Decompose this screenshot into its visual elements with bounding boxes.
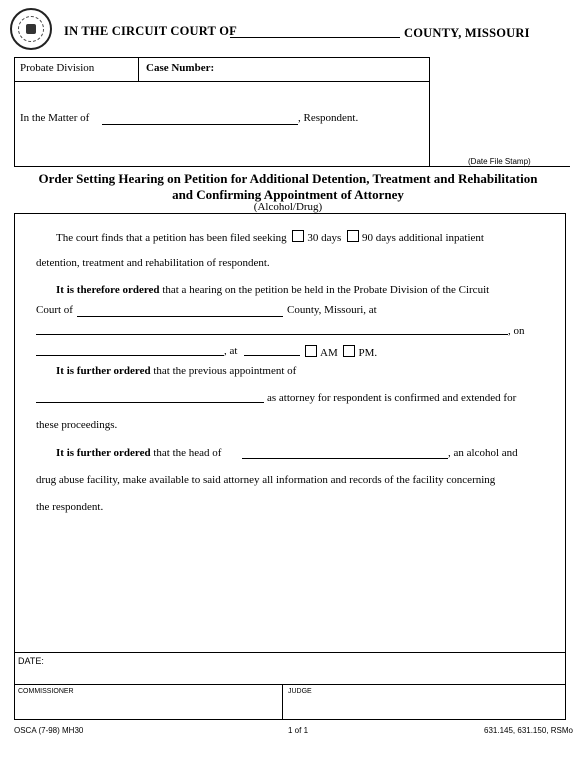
para-4-line-1 xyxy=(56,447,221,459)
respondent-label: , Respondent. xyxy=(298,112,359,124)
checkbox-90-days[interactable] xyxy=(347,230,359,242)
caption-divider xyxy=(14,81,430,82)
date-label: DATE: xyxy=(18,656,44,666)
p3-bold: It is further ordered xyxy=(56,365,151,377)
order-title-line2: and Confirming Appointment of Attorney xyxy=(172,187,404,202)
county-blank[interactable] xyxy=(77,316,283,317)
county-line[interactable] xyxy=(230,37,400,38)
para-2-line-1 xyxy=(56,284,489,296)
order-subtitle: (Alcohol/Drug) xyxy=(253,201,323,213)
attorney-blank[interactable] xyxy=(36,402,264,403)
p4-bold: It is further ordered xyxy=(56,447,151,459)
checkbox-am[interactable] xyxy=(305,345,317,357)
p3-text: that the previous appointment of xyxy=(153,365,297,377)
para-1-line-1 xyxy=(56,230,484,244)
checkbox-30-days[interactable] xyxy=(292,230,304,242)
p3-proceedings: these proceedings. xyxy=(36,419,118,431)
file-stamp-label: (Date File Stamp) xyxy=(468,157,531,166)
p4-text: that the head of xyxy=(153,447,222,459)
label-30-days: 30 days xyxy=(307,232,342,244)
para-4-line-3: the respondent. xyxy=(36,501,104,513)
label-pm: PM. xyxy=(358,347,378,359)
statutes: 631.145, 631.150, RSMo xyxy=(484,726,573,735)
para-3-line-1 xyxy=(56,365,296,377)
p2-bold: It is therefore ordered xyxy=(56,284,160,296)
caption-vdivider xyxy=(138,57,139,81)
date-row-top xyxy=(14,652,566,653)
location-blank[interactable] xyxy=(36,334,508,335)
order-title-line1: Order Setting Hearing on Petition for Additional Detention, Treatment and Rehabilitation xyxy=(38,171,538,186)
label-am: AM xyxy=(320,347,338,359)
p4-alcohol-and: , an alcohol and xyxy=(448,447,518,459)
facility-blank[interactable] xyxy=(242,458,448,459)
p1-text: The court finds that a petition has been filed seeking xyxy=(56,232,287,244)
matter-label: In the Matter of xyxy=(20,112,90,124)
court-seal-icon xyxy=(10,8,52,50)
commissioner-label: COMMISSIONER xyxy=(18,688,74,695)
time-blank[interactable] xyxy=(244,355,300,356)
judge-label: JUDGE xyxy=(288,688,312,695)
p2-at: , at xyxy=(224,345,238,357)
court-prefix: IN THE CIRCUIT COURT OF xyxy=(64,24,237,38)
para-1-line-2: detention, treatment and rehabilitation of respondent. xyxy=(36,257,270,269)
p3-attorney-text: as attorney for respondent is confirmed and extended for xyxy=(267,392,517,404)
label-90-days: 90 days additional inpatient xyxy=(362,232,484,244)
p2-county-missouri: County, Missouri, at xyxy=(287,304,377,316)
division-label: Probate Division xyxy=(20,62,95,74)
p2-court-of: Court of xyxy=(36,304,73,316)
date-blank[interactable] xyxy=(36,355,224,356)
page-number: 1 of 1 xyxy=(288,726,309,735)
p2-on: , on xyxy=(508,325,525,337)
am-pm-group xyxy=(302,345,377,359)
checkbox-pm[interactable] xyxy=(343,345,355,357)
signature-row-top xyxy=(14,684,566,685)
form-id: OSCA (7-98) MH30 xyxy=(14,726,84,735)
file-stamp-line xyxy=(430,166,570,167)
case-number-label: Case Number: xyxy=(146,62,215,74)
para-4-line-2: drug abuse facility, make available to said attorney all information and records of the facility concerning xyxy=(36,474,496,486)
court-suffix: COUNTY, MISSOURI xyxy=(404,26,530,40)
respondent-line[interactable] xyxy=(102,124,298,125)
signature-divider xyxy=(282,684,283,720)
p2-text: that a hearing on the petition be held in the Probate Division of the Circuit xyxy=(162,284,490,296)
